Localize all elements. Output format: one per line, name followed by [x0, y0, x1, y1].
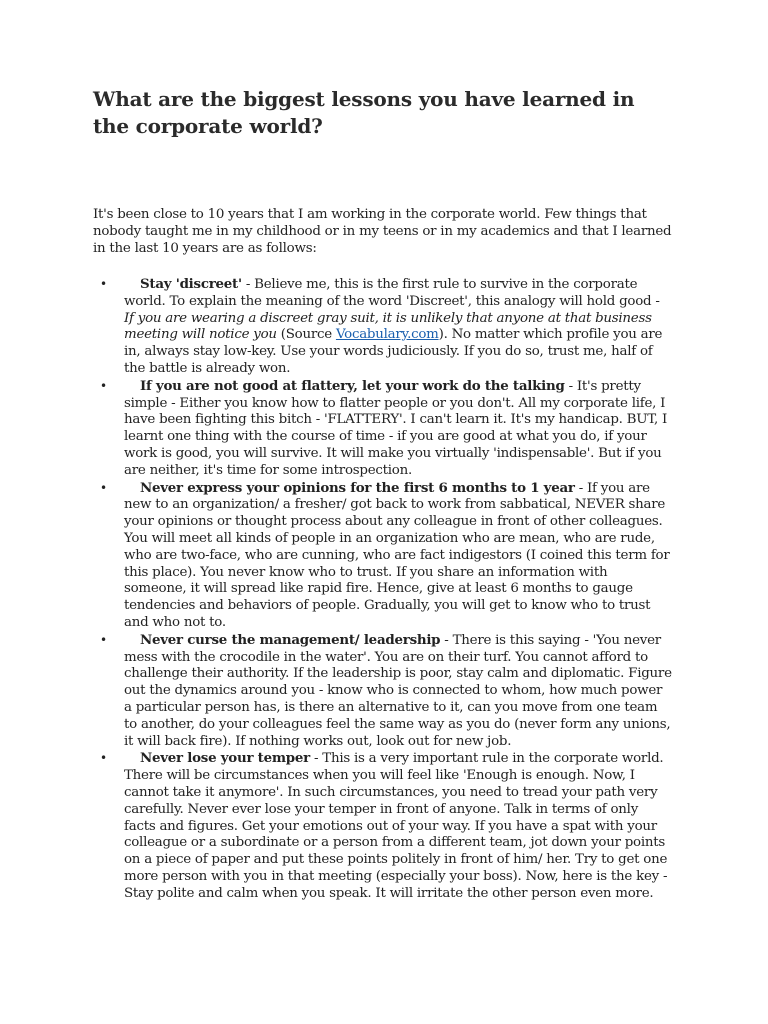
lesson-text: - It's pretty simple - Either you know how to flatter people or you don't. All my corporate life, I have been fighting this bitch - 'FLATTERY'. I can't learn it. It's my handicap. BUT, I learnt one thing with the course of time - if you are good at what you do, if your work is good, you will survive. It will make you virtually 'indispensable'. But if you are neither, it's time for some introspection. — [124, 378, 668, 478]
lesson-heading: If you are not good at flattery, let your work do the talking — [140, 377, 565, 394]
lesson-text: - If you are new to an organization/ a fresher/ got back to work from sabbatical, NEVER share your opinions or thought process about any colleague in front of other colleagues. You will meet all kinds of people in an organization who are mean, who are rude, who are two-face, who are cunning, who are fact indigestors (I coined this term for this place). You never know who to trust. If you share an information with someone, it will spread like rapid fire. Hence, give at least 6 months to gauge tendencies and behaviors of people. Gradually, you will get to know who to trust and who not to. — [124, 480, 670, 630]
lesson-quote: If you are wearing a discreet gray suit, it is unlikely that anyone at that business meeting will notice you — [124, 310, 652, 343]
list-item — [93, 276, 673, 378]
bullet-icon: • — [100, 480, 107, 495]
lesson-heading: Stay 'discreet' — [140, 276, 242, 292]
bullet-icon: • — [100, 378, 107, 393]
bullet-icon: • — [100, 277, 107, 291]
source-link[interactable]: Vocabulary.com — [335, 327, 439, 343]
lesson-heading: Never express your opinions for the first 6 months to 1 year — [140, 479, 575, 496]
intro-paragraph: It's been close to 10 years that I am working in the corporate world. Few things that nobody taught me in my childhood or in my teens or in my academics and that I learned in the last 10 years are as follows: — [93, 207, 672, 256]
source-prefix: (Source — [276, 327, 336, 343]
bullet-icon: • — [100, 751, 107, 766]
lesson-text-end: ). No matter which profile you are in, always stay low-key. Use your words judiciously. If you do so, trust me, half of the battle is already won. — [124, 327, 663, 376]
document-page — [93, 86, 673, 902]
list-item — [93, 480, 673, 632]
list-item — [93, 750, 673, 902]
lesson-text: - This is a very important rule in the corporate world. There will be circumstances when you will feel like 'Enough is enough. Now, I cannot take it anymore'. In such circumstances, you need to tread your path very carefully. Never ever lose your temper in front of anyone. Talk in terms of only facts and figures. Get your emotions out of your way. If you have a spat with your colleague or a subordinate or a person from a different team, jot down your points on a piece of paper and put these points politely in front of him/ her. Try to get one more person with you in that meeting (especially your boss). Now, here is the key - Stay polite and calm when you speak. It will irritate the other person even more. — [124, 751, 668, 901]
lesson-heading: Never curse the management/ leadership — [140, 631, 441, 648]
lessons-list — [93, 276, 673, 902]
lesson-heading: Never lose your temper — [140, 750, 310, 767]
page-title: What are the biggest lessons you have learned in the corporate world? — [93, 87, 635, 138]
lesson-text: - There is this saying - 'You never mess with the crocodile in the water'. You are on their turf. You cannot afford to challenge their authority. If the leadership is poor, stay calm and diplomatic. Figure out the dynamics around you - know who is connected to whom, how much power a particular person has, is there an alternative to it, can you move from one team to another, do your colleagues feel the same way as you do (never form any unions, it will back fire). If nothing works out, look out for new job. — [124, 632, 672, 749]
list-item — [93, 632, 673, 751]
list-item — [93, 378, 673, 480]
bullet-icon: • — [100, 632, 107, 647]
lesson-text: - Believe me, this is the first rule to survive in the corporate world. To explain the meaning of the word 'Discreet', this analogy will hold good - — [124, 277, 660, 309]
